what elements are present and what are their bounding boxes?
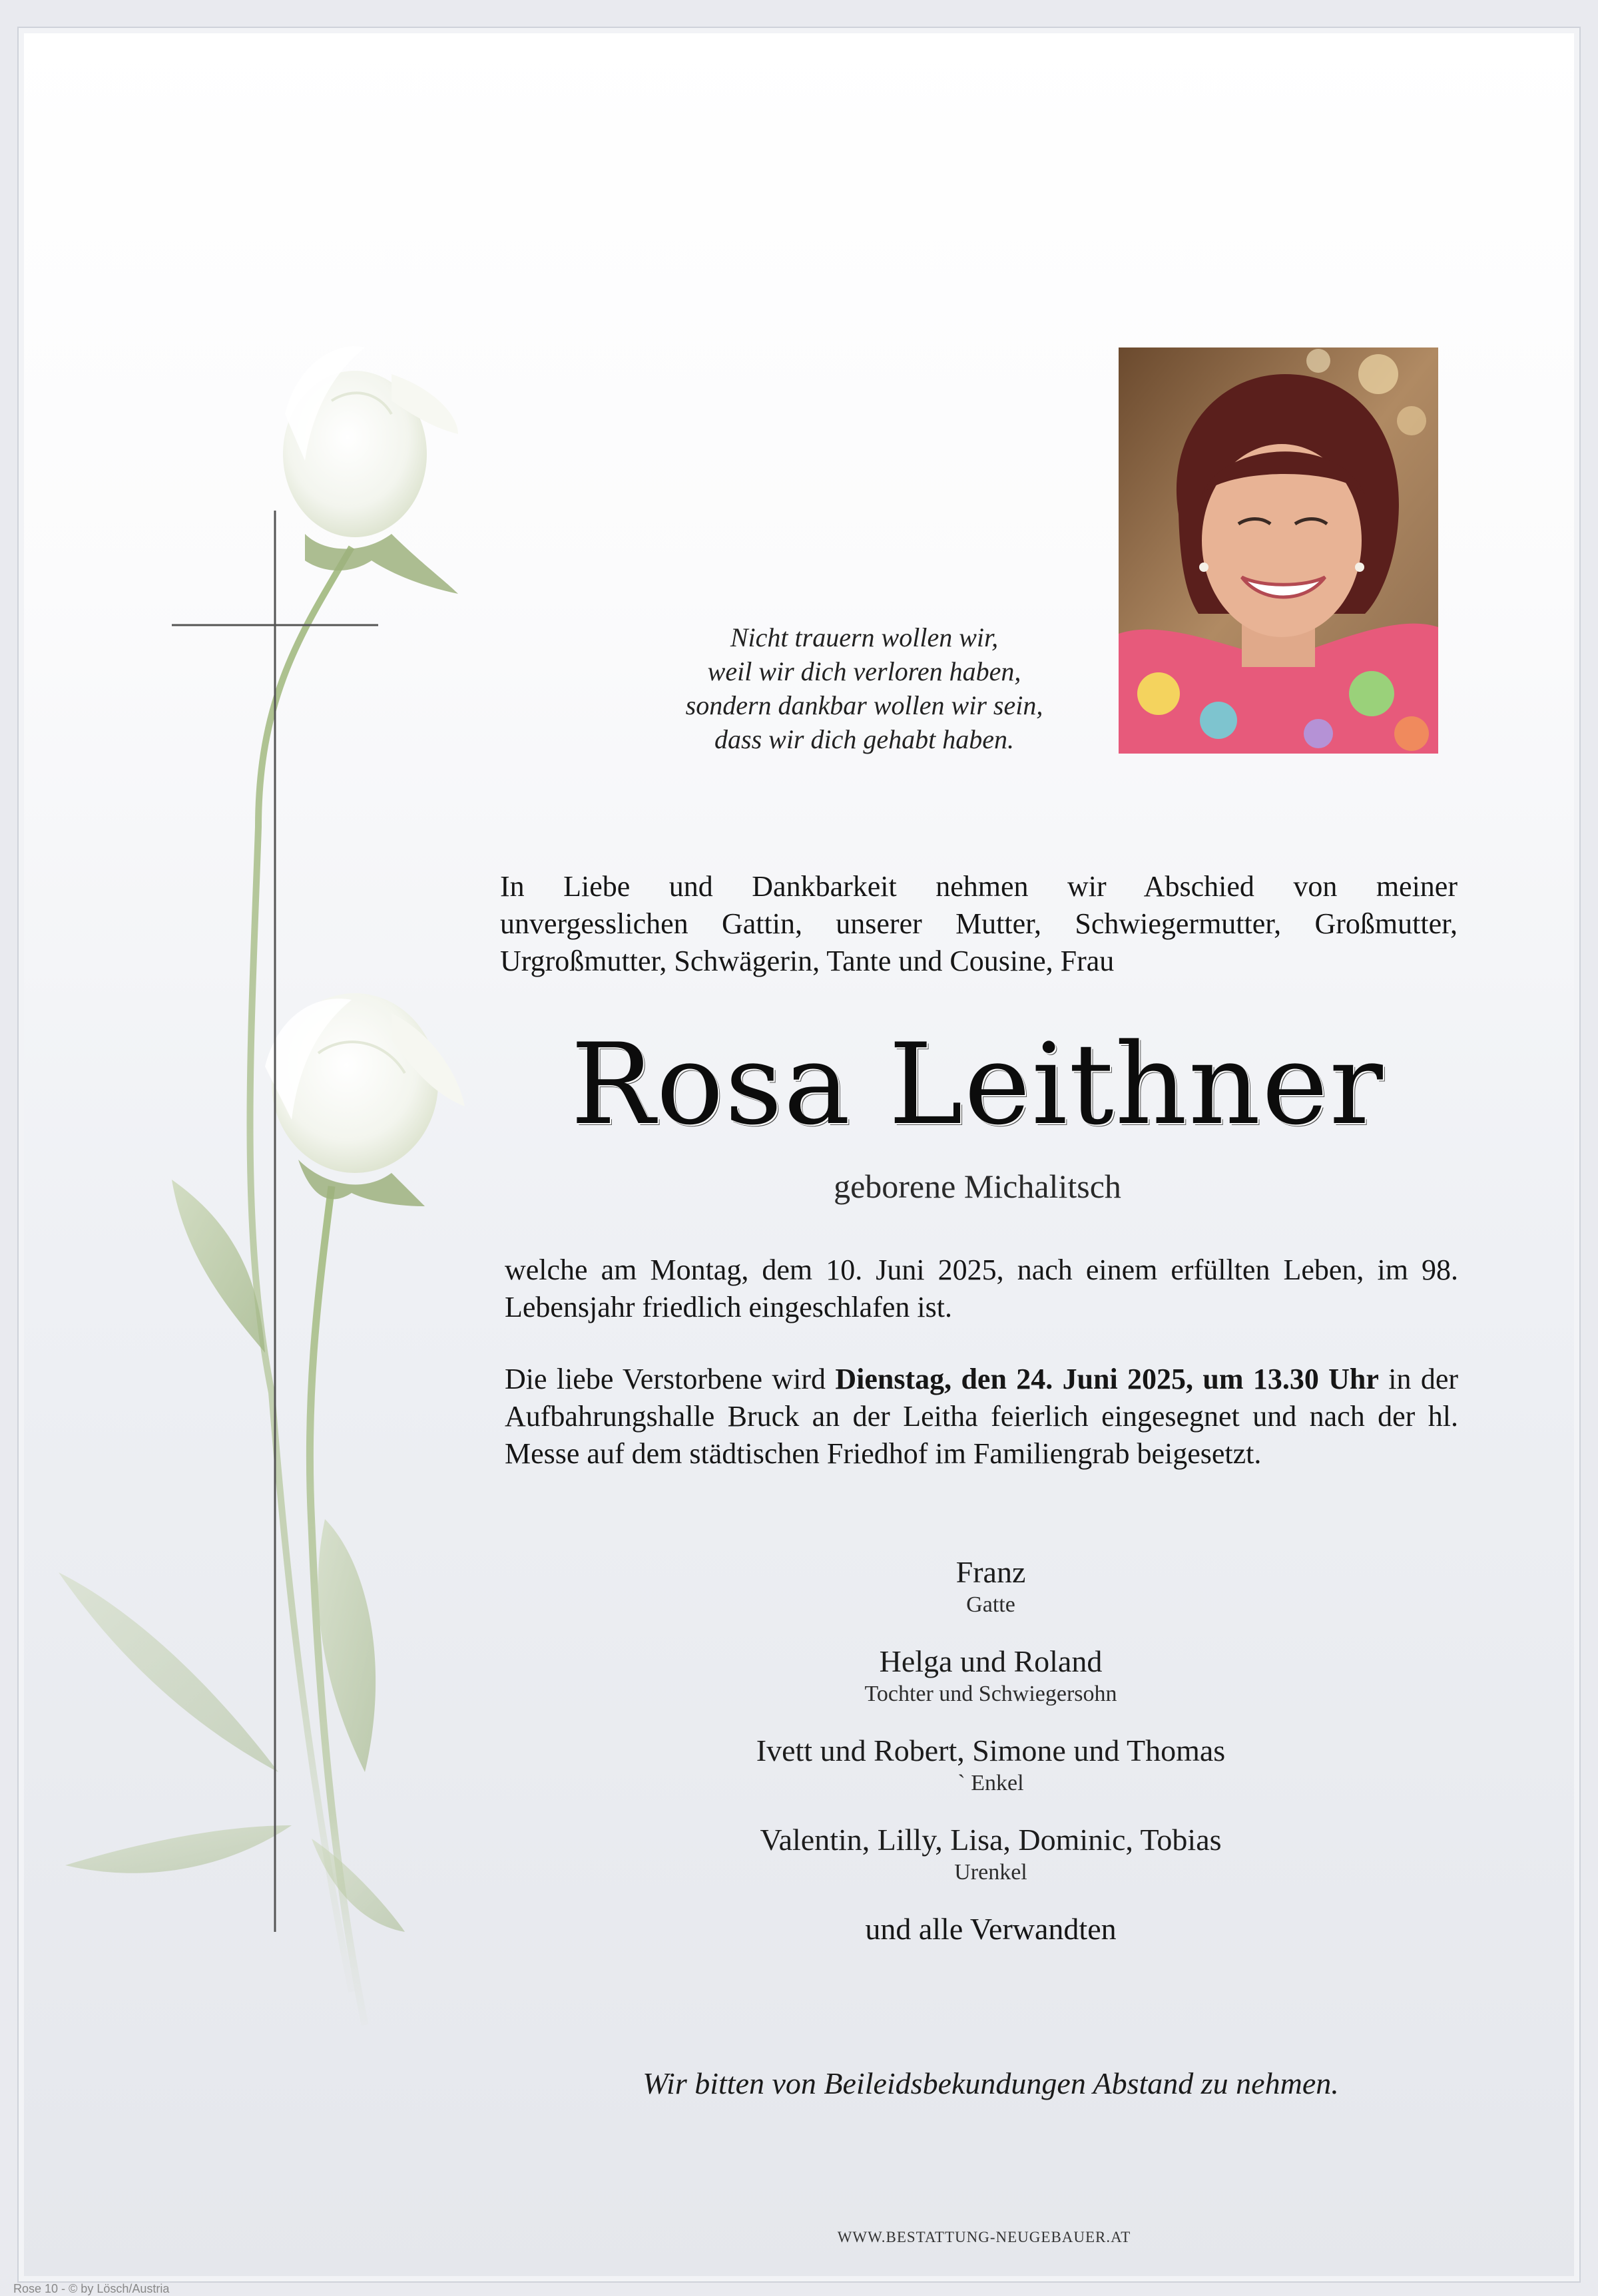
intro-line: unvergesslichen Gattin, unserer Mutter, Schwiegermutter, Großmutter, xyxy=(500,907,1458,940)
mourner-relation: Gatte xyxy=(966,1592,1015,1617)
rose-leaf xyxy=(65,1825,292,1873)
intro-line: Urgroßmutter, Schwägerin, Tante und Cousine, Frau xyxy=(500,945,1115,977)
motto-line: weil wir dich verloren haben, xyxy=(707,656,1021,686)
funeral-details xyxy=(505,1361,1458,1473)
death-announcement: welche am Montag, dem 10. Juni 2025, nach einem erfüllten Leben, im 98. Lebensjahr friedlich eingeschlafen ist. xyxy=(505,1254,1458,1323)
rose-leaf xyxy=(312,1839,405,1932)
condolence-request: Wir bitten von Beileidsbekundungen Abstand zu nehmen. xyxy=(643,2066,1339,2100)
mourner-entry xyxy=(618,1643,1364,1708)
mourner-relation: Tochter und Schwiegersohn xyxy=(864,1682,1117,1706)
mourner-relation: Urenkel xyxy=(954,1860,1027,1885)
obituary-card xyxy=(17,27,1581,2283)
funeral-date: Dienstag, den 24. Juni 2025, um 13.30 Uhr xyxy=(835,1363,1379,1395)
mourner-name: Valentin, Lilly, Lisa, Dominic, Tobias xyxy=(760,1823,1222,1857)
mourners-list xyxy=(618,1554,1364,1948)
birth-name: geborene Michalitsch xyxy=(834,1168,1121,1205)
intro-paragraph xyxy=(500,868,1458,980)
copyright-note: Rose 10 - © by Lösch/Austria xyxy=(13,2282,170,2295)
mourner-entry xyxy=(618,1554,1364,1619)
top-rose xyxy=(283,346,458,594)
mourner-entry xyxy=(618,1732,1364,1797)
motto-poem xyxy=(591,620,1137,756)
portrait-photo xyxy=(1119,347,1438,754)
funeral-suffix: in der Aufbahrungshalle Bruck an der Leitha feierlich eingesegnet und nach der hl. Messe auf dem städtischen Friedhof im Familiengrab beigesetzt. xyxy=(505,1363,1458,1470)
motto-line: sondern dankbar wollen wir sein, xyxy=(685,690,1043,720)
white-roses-illustration xyxy=(19,28,525,2092)
funeral-prefix: Die liebe Verstorbene wird xyxy=(505,1363,836,1395)
deceased-name: Rosa Leithner xyxy=(571,1019,1384,1150)
motto-line: Nicht trauern wollen wir, xyxy=(730,622,999,652)
mourner-name: Helga und Roland xyxy=(879,1644,1103,1678)
mourner-relation: ` Enkel xyxy=(957,1771,1024,1795)
mourner-entry xyxy=(618,1821,1364,1887)
closing-line: und alle Verwandten xyxy=(865,1912,1117,1946)
mourner-name: Franz xyxy=(955,1555,1026,1589)
rose-stem xyxy=(250,547,352,1992)
rose-leaf xyxy=(59,1572,278,1772)
lower-rose xyxy=(265,993,465,1206)
mourner-name: Ivett und Robert, Simone und Thomas xyxy=(756,1733,1226,1767)
intro-line: In Liebe und Dankbarkeit nehmen wir Abschied von meiner xyxy=(500,870,1458,903)
motto-line: dass wir dich gehabt haben. xyxy=(714,724,1014,754)
funeral-home-website: WWW.BESTATTUNG-NEUGEBAUER.AT xyxy=(837,2229,1131,2245)
